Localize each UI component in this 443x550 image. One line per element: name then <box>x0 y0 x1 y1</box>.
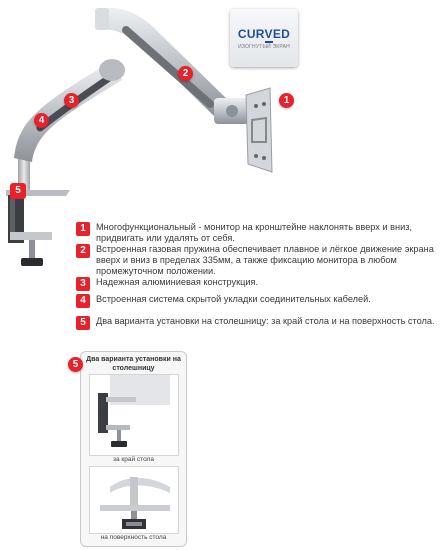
feature-number-1: 1 <box>76 222 90 236</box>
logo-word-part2: ED <box>272 27 291 41</box>
feature-text-3: Надежная алюминиевая конструкция. <box>96 277 259 287</box>
installation-title: Два варианта установки на столешницу <box>86 356 181 372</box>
desk-edge-clamp-image <box>90 375 178 455</box>
callout-badge-2: 2 <box>178 66 193 81</box>
feature-number-3: 3 <box>76 277 90 291</box>
curved-screen-logo <box>230 9 298 67</box>
logo-word-part1: CUR <box>237 27 265 41</box>
feature-item-4 <box>76 294 436 306</box>
clamp-edge-photo <box>89 374 179 456</box>
feature-text-2: Встроенная газовая пружина обеспечивает плавное и лёгкое движение экрана вверх и вниз в пределах 335мм, а также фиксацию монитора в любом промежуточном положении. <box>96 244 434 276</box>
feature-item-1 <box>76 222 436 244</box>
callout-badge-3: 3 <box>64 93 79 108</box>
callout-badge-1: 1 <box>279 93 294 108</box>
install-badge-5: 5 <box>68 357 83 372</box>
feature-number-4: 4 <box>76 294 90 308</box>
feature-item-2 <box>76 244 436 277</box>
installation-options-panel <box>80 351 187 547</box>
feature-item-3 <box>76 277 436 289</box>
caption-desk-edge: за край стола <box>113 456 154 463</box>
feature-number-2: 2 <box>76 244 90 258</box>
grommet-surface-photo <box>89 466 179 534</box>
logo-subtitle: ИЗОГНУТЫЙ ЭКРАН <box>238 44 290 50</box>
logo-wordmark <box>230 27 298 41</box>
logo-word-v: V <box>264 27 273 41</box>
desk-surface-mount-image <box>90 467 178 533</box>
caption-desk-surface: на поверхность стола <box>100 534 167 541</box>
feature-text-4: Встроенная система скрытой укладки соединительных кабелей. <box>96 294 371 304</box>
callout-badge-5: 5 <box>10 183 26 199</box>
feature-item-5 <box>76 316 436 328</box>
feature-text-1: Многофункциональный - монитор на кронштейне наклонять вверх и вниз, придвигать или удалять от себя. <box>96 222 412 243</box>
feature-text-5: Два варианта установки на столешницу: за край стола и на поверхность стола. <box>96 316 435 326</box>
feature-number-5: 5 <box>76 316 90 330</box>
callout-badge-4: 4 <box>34 113 49 128</box>
